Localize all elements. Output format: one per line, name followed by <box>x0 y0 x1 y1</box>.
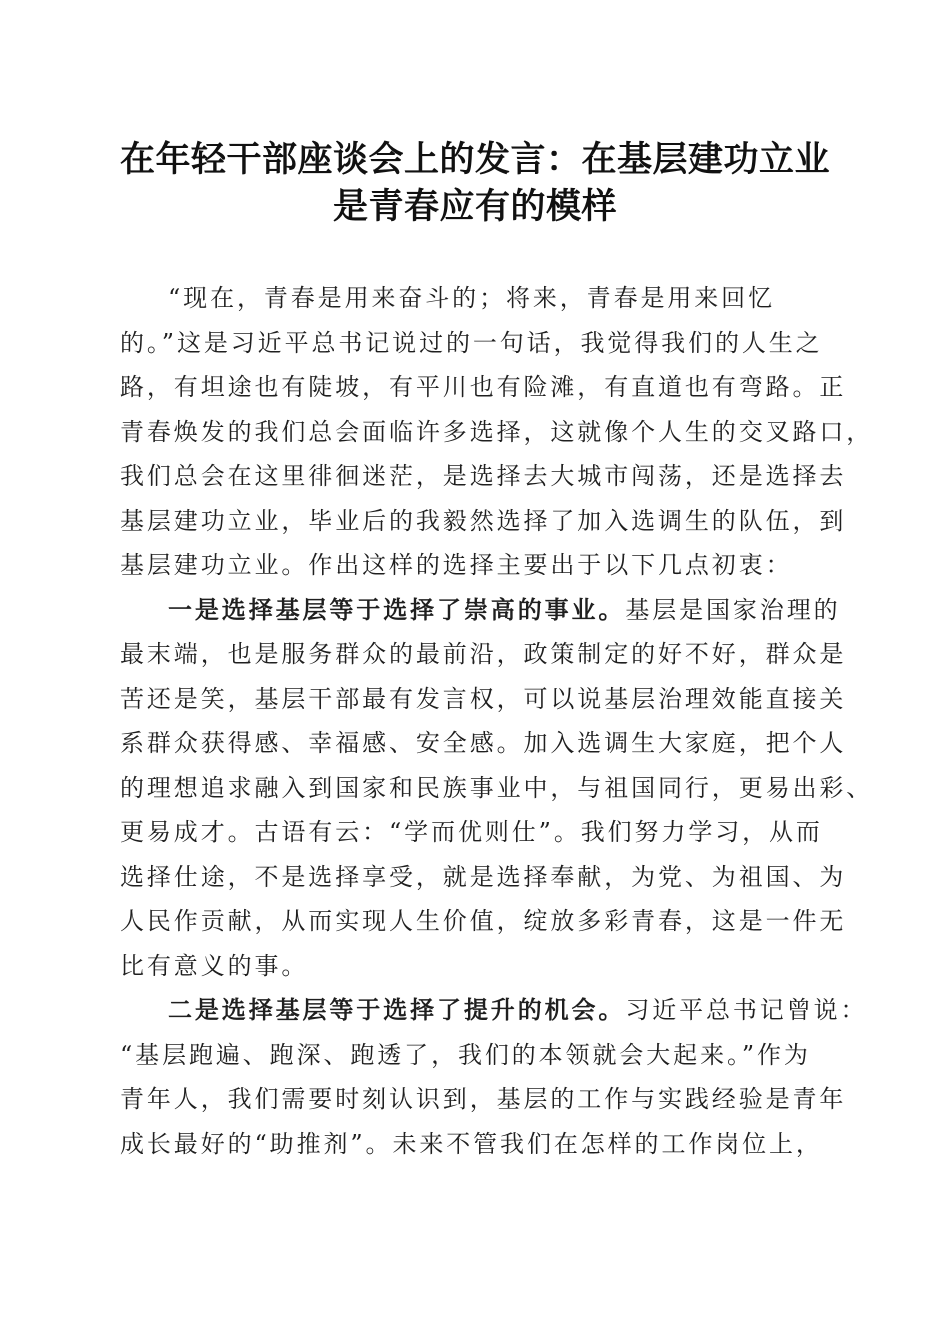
title-line-2: 是青春应有的模样 <box>332 186 617 227</box>
paragraph-line: 系群众获得感、幸福感、安全感。加入选调生大家庭，把个人 <box>120 729 847 757</box>
paragraph-line: 的。”这是习近平总书记说过的一句话，我觉得我们的人生之 <box>120 328 823 357</box>
paragraph-line <box>120 588 841 633</box>
paragraph-line <box>120 988 868 1033</box>
paragraph-line-rest: 基层是国家治理的 <box>625 595 841 624</box>
paragraph-lead-heading: 二是选择基层等于选择了提升的机会。 <box>168 995 626 1024</box>
paragraph-point-one <box>120 588 874 989</box>
paragraph-line: 更易成才。古语有云：“学而优则仕”。我们努力学习，从而 <box>120 818 823 846</box>
document-title <box>90 136 860 230</box>
paragraph-line: 苦还是笑，基层干部最有发言权，可以说基层治理效能直接关 <box>120 684 847 713</box>
paragraph-lead-heading: 一是选择基层等于选择了崇高的事业。 <box>168 594 626 624</box>
paragraph-line: 比有意义的事。 <box>120 951 309 980</box>
paragraph-line: 路，有坦途也有陡坡，有平川也有险滩，有直道也有弯路。正 <box>120 373 847 401</box>
paragraph-line: 选择仕途，不是选择享受，就是选择奉献，为党、为祖国、为 <box>120 862 847 891</box>
paragraph-line: 最末端，也是服务群众的最前沿，政策制定的好不好，群众是 <box>120 640 847 668</box>
paragraph-line: 我们总会在这里徘徊迷茫，是选择去大城市闯荡，还是选择去 <box>120 462 847 490</box>
paragraph-line: 成长最好的“助推剂”。未来不管我们在怎样的工作岗位上， <box>120 1129 823 1158</box>
paragraph-line: 基层建功立业。作出这样的选择主要出于以下几点初衷： <box>120 551 793 579</box>
paragraph-line: 基层建功立业，毕业后的我毅然选择了加入选调生的队伍，到 <box>120 506 847 535</box>
paragraph-line-rest: 习近平总书记曾说： <box>625 996 868 1024</box>
document-body <box>120 276 874 1166</box>
paragraph-point-two <box>120 988 868 1166</box>
paragraph-line: 的理想追求融入到国家和民族事业中，与祖国同行，更易出彩、 <box>120 773 874 802</box>
paragraph-line: “现在，青春是用来奋斗的；将来，青春是用来回忆 <box>168 284 775 312</box>
title-line-1: 在年轻干部座谈会上的发言：在基层建功立业 <box>119 139 830 180</box>
paragraph-line: 青年人，我们需要时刻认识到，基层的工作与实践经验是青年 <box>120 1085 847 1113</box>
paragraph-intro <box>120 276 874 588</box>
paragraph-line: 青春焕发的我们总会面临许多选择，这就像个人生的交叉路口， <box>120 417 874 446</box>
paragraph-line: 人民作贡献，从而实现人生价值，绽放多彩青春，这是一件无 <box>120 907 847 935</box>
paragraph-line: “基层跑遍、跑深、跑透了，我们的本领就会大起来。”作为 <box>120 1040 811 1069</box>
